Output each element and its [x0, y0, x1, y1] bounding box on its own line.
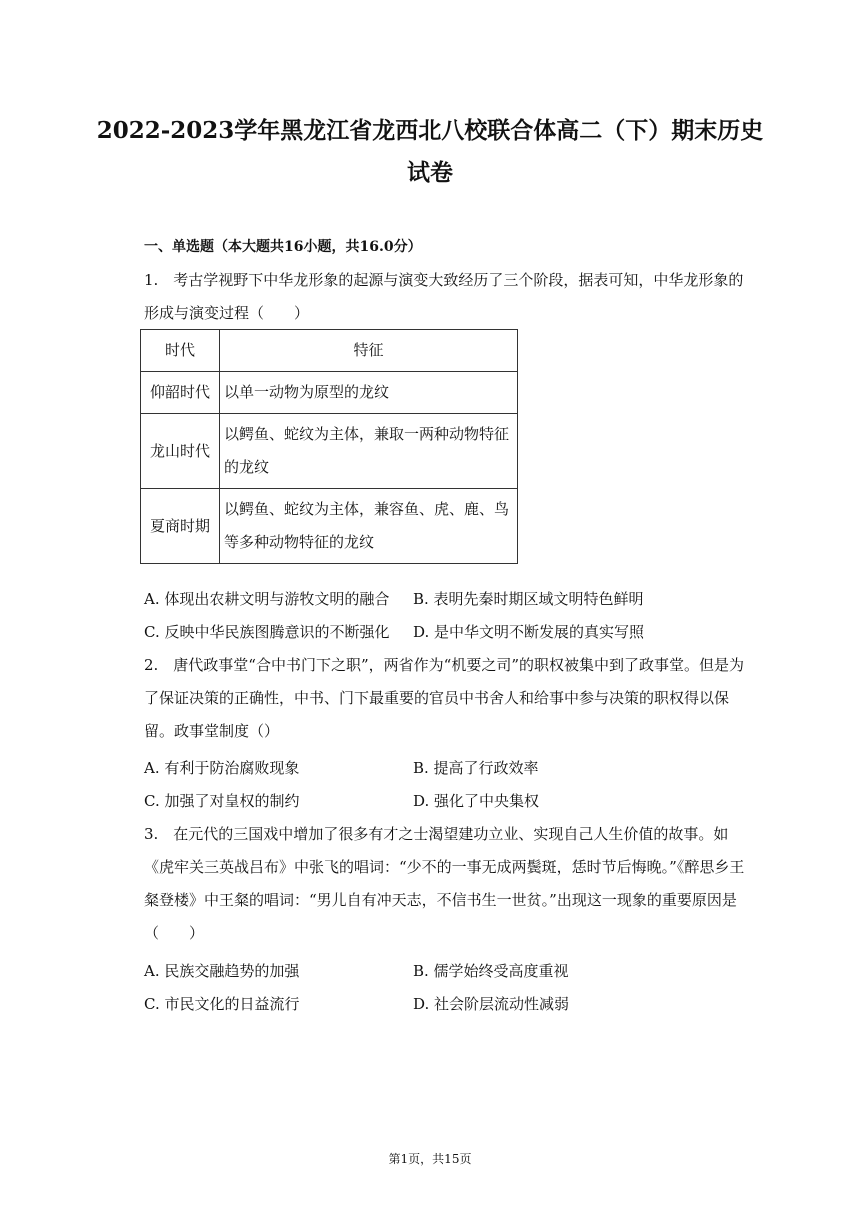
q1-option-b: B. 表明先秦时期区域文明特色鲜明 [413, 590, 644, 608]
q2-option-c: C. 加强了对皇权的制约 [144, 792, 300, 810]
question-1-stem: 1. 考古学视野下中华龙形象的起源与演变大致经历了三个阶段，据表可知，中华龙形象的形成与演变过程（ ） [144, 271, 744, 322]
table-cell-era: 夏商时期 [141, 489, 220, 564]
q1-option-a: A. 体现出农耕文明与游牧文明的融合 [144, 590, 390, 608]
page-footer: 第1页，共15页 [388, 1152, 472, 1166]
table-row [141, 489, 518, 564]
table-row [141, 372, 518, 414]
table-cell-feature: 以单一动物为原型的龙纹 [220, 372, 518, 414]
question-3-stem: 3. 在元代的三国戏中增加了很多有才之士渴望建功立业、实现自己人生价值的故事。如《虎牢关三英战吕布》中张飞的唱词：“少不的一事无成两鬓斑，恁时节后悔晚。”《醉思乡王粲登楼》中王粲的唱词：“男儿自有冲天志，不信书生一世贫。”出现这一现象的重要原因是（ ） [144, 825, 745, 942]
table-cell-era: 仰韶时代 [141, 372, 220, 414]
question-2-stem: 2. 唐代政事堂“合中书门下之职”，两省作为“机要之司”的职权被集中到了政事堂。但是为了保证决策的正确性，中书、门下最重要的官员中书舍人和给事中参与决策的职权得以保留。政事堂制度（） [144, 656, 744, 740]
q2-option-b: B. 提高了行政效率 [413, 759, 539, 777]
q1-option-c: C. 反映中华民族图腾意识的不断强化 [144, 623, 390, 641]
q3-option-d: D. 社会阶层流动性减弱 [413, 995, 570, 1013]
table-header-cell: 特征 [220, 330, 518, 372]
q2-option-a: A. 有利于防治腐败现象 [144, 759, 300, 777]
exam-title-line-1: 2022-2023学年黑龙江省龙西北八校联合体高二（下）期末历史 [96, 117, 764, 144]
section-heading: 一、单选题（本大题共16小题，共16.0分） [144, 239, 422, 255]
exam-title-line-2: 试卷 [407, 159, 453, 186]
q3-option-c: C. 市民文化的日益流行 [144, 995, 300, 1013]
table-header-row [141, 330, 518, 372]
q2-option-d: D. 强化了中央集权 [413, 792, 540, 810]
question-1-table [140, 329, 518, 564]
table-cell-feature: 以鳄鱼、蛇纹为主体，兼容鱼、虎、鹿、鸟等多种动物特征的龙纹 [220, 489, 518, 564]
q1-option-d: D. 是中华文明不断发展的真实写照 [413, 623, 645, 641]
table-cell-feature: 以鳄鱼、蛇纹为主体，兼取一两种动物特征的龙纹 [220, 414, 518, 489]
q3-option-a: A. 民族交融趋势的加强 [144, 962, 300, 980]
table-header-cell: 时代 [141, 330, 220, 372]
table-cell-era: 龙山时代 [141, 414, 220, 489]
table-row [141, 414, 518, 489]
q3-option-b: B. 儒学始终受高度重视 [413, 962, 569, 980]
